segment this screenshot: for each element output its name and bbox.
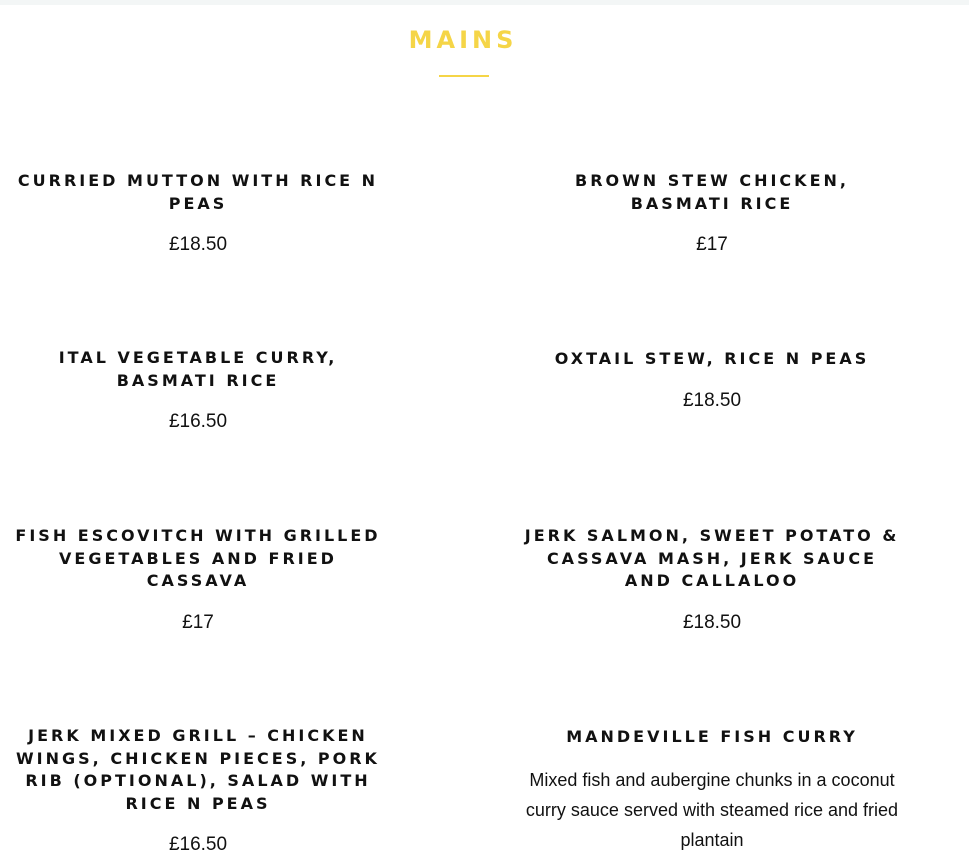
menu-item-brown-stew-chicken <box>512 170 912 257</box>
menu-item-name: MANDEVILLE FISH CURRY <box>566 727 858 746</box>
menu-item-name: OXTAIL STEW, RICE N PEAS <box>554 349 870 368</box>
menu-item-price: £18.50 <box>682 389 742 411</box>
menu-item-oxtail-stew <box>512 348 912 413</box>
top-bar <box>0 0 969 5</box>
menu-item-jerk-salmon <box>512 525 912 635</box>
menu-item-price: £18.50 <box>682 611 742 633</box>
menu-item-name: BROWN STEW CHICKEN, BASMATI RICE <box>575 171 849 213</box>
menu-item-jerk-mixed-grill <box>0 725 398 857</box>
menu-item-ital-vegetable-curry <box>0 347 398 434</box>
menu-item-description: Mixed fish and aubergine chunks in a coconut curry sauce served with steamed rice and fried plantain <box>525 769 899 850</box>
section-title-underline <box>439 75 489 77</box>
menu-item-curried-mutton <box>0 170 398 257</box>
menu-item-price: £18.50 <box>168 234 228 255</box>
menu-item-price: £17 <box>696 234 728 255</box>
menu-item-mandeville-fish-curry <box>512 726 912 855</box>
menu-item-name: FISH ESCOVITCH WITH GRILLED VEGETABLES AND FRIED CASSAVA <box>15 526 381 590</box>
menu-item-fish-escovitch <box>0 525 398 635</box>
menu-item-name: ITAL VEGETABLE CURRY, BASMATI RICE <box>58 348 338 390</box>
menu-item-price: £16.50 <box>168 411 228 432</box>
menu-item-name: JERK MIXED GRILL – CHICKEN WINGS, CHICKEN PIECES, PORK RIB (OPTIONAL), SALAD WITH RICE N PEAS <box>16 726 380 813</box>
menu-item-price: £16.50 <box>168 834 228 855</box>
section-title: MAINS <box>408 26 518 54</box>
menu-item-price: £17 <box>182 611 214 633</box>
menu-item-name: CURRIED MUTTON WITH RICE N PEAS <box>17 171 379 213</box>
menu-item-name: JERK SALMON, SWEET POTATO & CASSAVA MASH, JERK SAUCE AND CALLALOO <box>524 526 900 590</box>
